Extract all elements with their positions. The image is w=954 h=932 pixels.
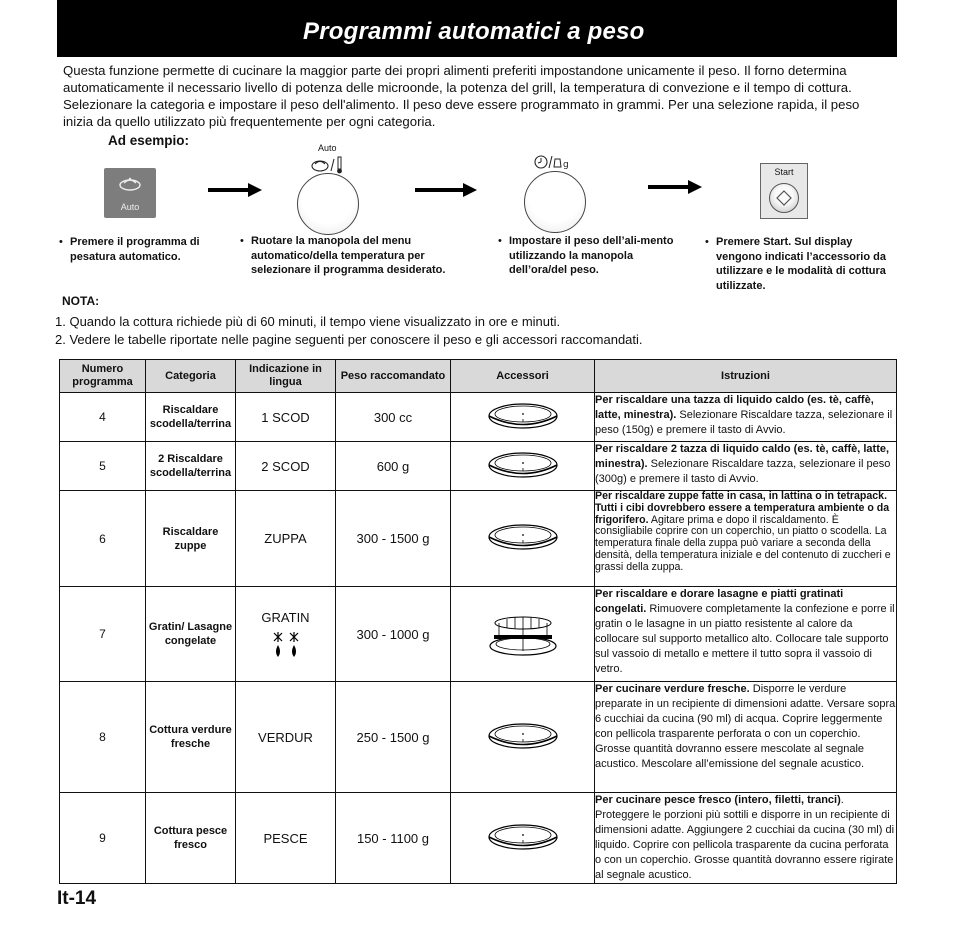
step-text: Premere Start. Sul display vengono indicati l’accessorio da utilizzare e le modalità di cottura utilizzate.: [716, 236, 886, 292]
display-text: ZUPPA: [236, 491, 336, 587]
category: Gratin/ Lasagne congelate: [146, 587, 236, 682]
rack-on-tray-icon: [487, 606, 559, 658]
step-text: Premere il programma di pesatura automatico.: [70, 236, 200, 263]
step-4: [705, 235, 901, 293]
header-instr: Istruzioni: [595, 360, 897, 393]
accessory-cell: [451, 442, 595, 491]
svg-text:g: g: [563, 160, 569, 170]
program-number: 4: [60, 393, 146, 442]
step-bullet: •: [498, 235, 502, 247]
glass-tray-icon: [487, 520, 559, 552]
auto-button-label: Auto: [120, 202, 140, 212]
step-2: [240, 234, 483, 278]
category: Cottura verdure fresche: [146, 682, 236, 793]
step-text: Impostare il peso dell’ali-mento utilizzando la manopola dell’ora/del peso.: [509, 235, 674, 276]
step-text: Ruotare la manopola del menu automatico/della temperatura per selezionare il programma desiderato.: [251, 235, 446, 276]
glass-tray-icon: [487, 448, 559, 480]
title-bar: [57, 0, 897, 57]
dish-thermometer-icon: [310, 155, 346, 175]
header-lang: Indicazione in lingua: [236, 360, 336, 393]
display-text: GRATIN: [261, 609, 310, 625]
program-number: 7: [60, 587, 146, 682]
start-button: [760, 163, 808, 219]
step-bullet: •: [240, 235, 244, 247]
glass-tray-icon: [487, 820, 559, 852]
clock-weight-icon: [533, 154, 573, 170]
category: Cottura pesce fresco: [146, 793, 236, 884]
table-row: [60, 491, 897, 587]
arrow-icon: [415, 183, 477, 197]
table-header-row: [60, 360, 897, 393]
program-table: [59, 359, 897, 884]
recommended-weight: 150 - 1100 g: [336, 793, 451, 884]
time-weight-dial: [524, 171, 586, 233]
instructions: Per riscaldare una tazza di liquido caldo (es. tè, caffè, latte, minestra). Selezionare Riscaldare tazza, selezionare il peso (150g) e premere il tasto di Avvio.: [595, 393, 897, 442]
dial1-label: Auto: [318, 143, 337, 153]
arrow-icon: [648, 180, 702, 194]
instructions: Per riscaldare e dorare lasagne e piatti gratinati congelati. Rimuovere completamente la confezione e porre il gratin o le lasagne in un piatto resistente al calore da collocare sul supporto metallico alto. Collocare tale supporto sul vassoio di metallo e mettere il tutto sopra il vassoio di vetro.: [595, 587, 897, 682]
instructions: Per cucinare verdure fresche. Disporre le verdure preparate in un recipiente di dimensioni adatte. Versare sopra 6 cucchiai da cucina (90 ml) di acqua. Coprire leggermente con pellicola trasparente perforata o con un coperchio. Grosse quantità dovranno essere mescolate al segnale acustico. Mescolare all’emissione del segnale acustico.: [595, 682, 897, 793]
step-1: [59, 235, 230, 264]
notes-list: [55, 313, 643, 348]
header-num: Numero programma: [60, 360, 146, 393]
program-number: 5: [60, 442, 146, 491]
instructions: Per riscaldare 2 tazza di liquido caldo (es. tè, caffè, latte, minestra). Selezionare Riscaldare tazza, selezionare il peso (300g) e premere il tasto di Avvio.: [595, 442, 897, 491]
display-text: 2 SCOD: [236, 442, 336, 491]
header-weight: Peso raccomandato: [336, 360, 451, 393]
step-3: [498, 234, 684, 278]
accessory-cell: [451, 393, 595, 442]
recommended-weight: 300 - 1000 g: [336, 587, 451, 682]
accessory-cell: [451, 682, 595, 793]
step-bullet: •: [59, 236, 63, 248]
table-row: [60, 587, 897, 682]
arrow-icon: [208, 183, 262, 197]
header-acc: Accessori: [451, 360, 595, 393]
instructions: Per cucinare pesce fresco (intero, filetti, tranci). Proteggere le porzioni più sottili e disporre in un recipiente di dimensioni adatte. Aggiungere 2 cucchiai da cucina (30 ml) di liquido. Coprire con pellicola trasparente da cucina perforata o con un coperchio. Grosse quantità dovranno essere rigirate al segnale acustico.: [595, 793, 897, 884]
example-label: Ad esempio:: [108, 133, 190, 148]
recommended-weight: 600 g: [336, 442, 451, 491]
display-text: PESCE: [236, 793, 336, 884]
note-item: 1. Quando la cottura richiede più di 60 minuti, il tempo viene visualizzato in ore e minuti.: [55, 314, 561, 329]
intro-paragraph: Questa funzione permette di cucinare la maggior parte dei propri alimenti preferiti impostandone unicamente il peso. Il forno determina automaticamente il necessario livello di potenza delle microonde, la potenza del grill, la temperatura di convezione e il tempo di cottura. Selezionare la categoria e impostare il peso dell'alimento. Il peso deve essere programmato in grammi. Per una selezione rapida, il peso inizia da quello utilizzato più frequentemente per ogni categoria.: [63, 63, 860, 129]
category: Riscaldare zuppe: [146, 491, 236, 587]
table-row: [60, 682, 897, 793]
program-number: 6: [60, 491, 146, 587]
step-bullet: •: [705, 236, 709, 248]
start-diamond-icon: [769, 183, 799, 213]
dish-icon: [118, 176, 142, 192]
glass-tray-icon: [487, 719, 559, 751]
start-button-label: Start: [774, 167, 794, 177]
table-row: [60, 442, 897, 491]
table-row: [60, 393, 897, 442]
page-title: Programmi automatici a peso: [303, 18, 645, 45]
display-text-cell: [236, 587, 336, 682]
header-cat: Categoria: [146, 360, 236, 393]
category: 2 Riscaldare scodella/terrina: [146, 442, 236, 491]
auto-weight-button: [104, 168, 156, 218]
recommended-weight: 250 - 1500 g: [336, 682, 451, 793]
accessory-cell: [451, 491, 595, 587]
recommended-weight: 300 cc: [336, 393, 451, 442]
accessory-cell: [451, 587, 595, 682]
page-number: It-14: [57, 888, 97, 909]
grill-convection-icon: [271, 631, 301, 659]
instructions: Per riscaldare zuppe fatte in casa, in lattina o in tetrapack. Tutti i cibi dovrebbero essere a temperatura ambiente o da frigorifero. Agitare prima e dopo il riscaldamento. È consigliabile coprire con un coperchio, un piatto o scodella. La temperatura finale della zuppa può variare a seconda della densità, della temperatura iniziale e del contenuto di zuccheri e grassi della zuppa.: [595, 491, 897, 587]
menu-temperature-dial: [297, 173, 359, 235]
nota-heading: NOTA:: [62, 294, 100, 308]
program-number: 9: [60, 793, 146, 884]
table-row: [60, 793, 897, 884]
category: Riscaldare scodella/terrina: [146, 393, 236, 442]
recommended-weight: 300 - 1500 g: [336, 491, 451, 587]
program-number: 8: [60, 682, 146, 793]
glass-tray-icon: [487, 399, 559, 431]
display-text: VERDUR: [236, 682, 336, 793]
display-text: 1 SCOD: [236, 393, 336, 442]
accessory-cell: [451, 793, 595, 884]
note-item: 2. Vedere le tabelle riportate nelle pagine seguenti per conoscere il peso e gli accessori raccomandati.: [55, 331, 643, 347]
